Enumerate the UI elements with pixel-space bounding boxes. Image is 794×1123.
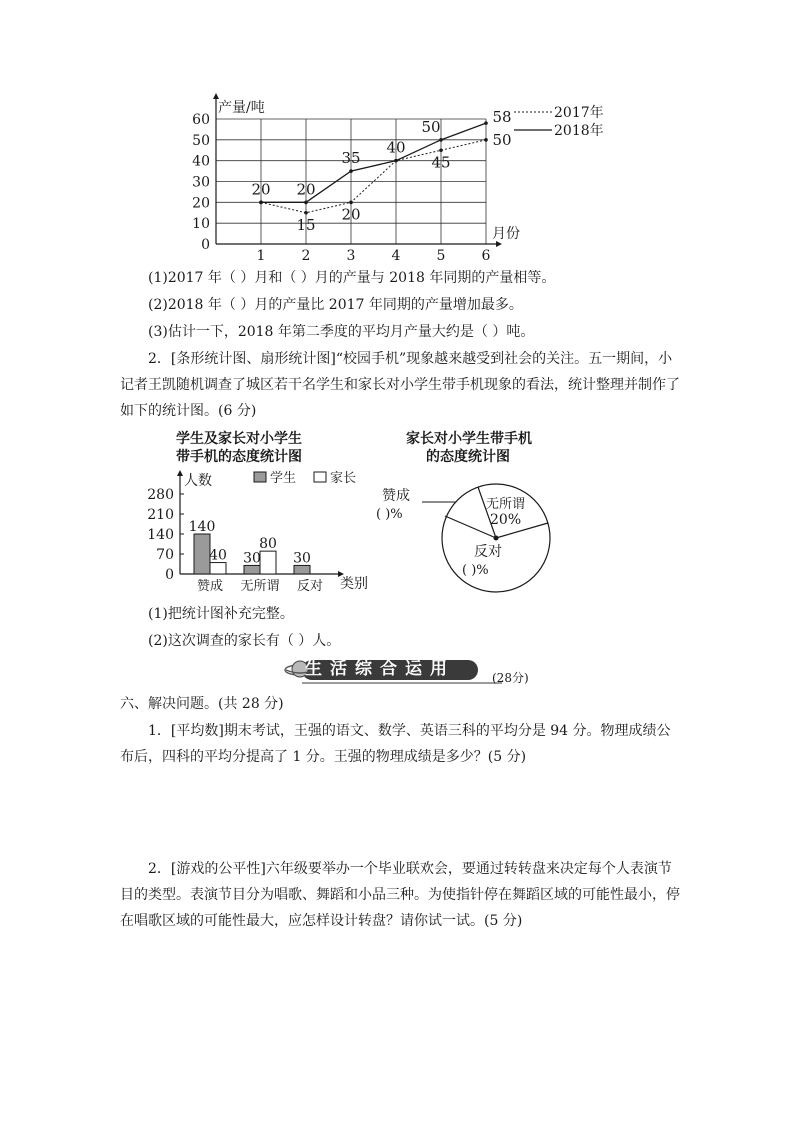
bar-value-label: 80 <box>259 536 277 553</box>
series-2018-data-label: 58 <box>492 108 512 127</box>
banner-title: 生活综合运用 <box>305 659 455 679</box>
bar-chart-title-line2: 带手机的态度统计图 <box>176 449 302 465</box>
bar-chart-categories <box>197 578 323 594</box>
legend-student-swatch <box>254 472 266 482</box>
bar-value-label: 40 <box>209 547 227 564</box>
line-chart-y-arrow <box>213 93 219 99</box>
pie-slice-oppose-label: 反对 <box>474 544 502 560</box>
line-chart-ytick: 20 <box>192 195 210 212</box>
bar-value-label: 140 <box>188 519 216 535</box>
line-chart-ytick: 0 <box>201 237 210 253</box>
line-chart-legend <box>514 104 604 139</box>
bar-chart-ytick: 210 <box>147 507 174 523</box>
q2-sub2: (2)这次调查的家长有（ ）人。 <box>148 633 341 649</box>
bar-value-label: 30 <box>293 550 311 567</box>
legend-student-label: 学生 <box>270 471 297 486</box>
series-2017-data-label: 45 <box>431 153 451 172</box>
series-2017-point <box>484 138 488 142</box>
line-chart-ticks <box>192 112 490 262</box>
q2-sub1: (1)把统计图补充完整。 <box>148 606 294 622</box>
series-2018-data-label: 50 <box>421 117 441 136</box>
legend-parent-swatch <box>314 472 326 482</box>
parent-attitude-pie-chart <box>370 428 570 598</box>
bar-chart-y-arrow <box>177 470 183 476</box>
section6-problem2: 2．[游戏的公平性]六年级要举办一个毕业联欢会，要通过转转盘来决定每个人表演节目的类型。表演节目分为唱歌、舞蹈和小品三种。为使指针停在舞蹈区域的可能性最小，停在唱歌区域的可能性最大，应怎样设计转盘？请你试一试。(5 分) <box>120 861 680 929</box>
q1-sub1: (1)2017 年（ ）月和（ ）月的产量与 2018 年同期的产量相等。 <box>148 270 556 286</box>
bar-chart-title-line1: 学生及家长对小学生 <box>176 431 302 447</box>
series-2017-point <box>439 148 443 152</box>
line-chart-ytick: 10 <box>192 216 210 233</box>
series-2017-data-label: 15 <box>296 215 316 234</box>
bar-student <box>194 534 210 574</box>
legend-2017-label: 2017年 <box>554 105 604 121</box>
line-chart-ytick: 30 <box>192 174 210 191</box>
pie-slice-oppose-blank: ( )% <box>462 563 489 578</box>
bar-parent <box>260 551 276 574</box>
pie-chart-title-line1: 家长对小学生带手机 <box>406 431 532 447</box>
series-2018-data-label: 35 <box>341 149 361 168</box>
series-2017-data-label: 20 <box>341 205 361 224</box>
bar-chart-ticks <box>147 487 184 583</box>
bar-student <box>244 565 260 574</box>
section6-problem1: 1．[平均数]期末考试，王强的语文、数学、英语三科的平均分是 94 分。物理成绩公布后，四科的平均分提高了 1 分。王强的物理成绩是多少？(5 分) <box>120 723 671 765</box>
line-chart-xtick: 1 <box>256 248 266 262</box>
line-chart-xtick: 4 <box>391 248 401 262</box>
series-2018-data-label: 20 <box>296 180 316 199</box>
line-chart-ytick: 40 <box>192 153 210 170</box>
series-2018-point <box>304 201 308 205</box>
bar-chart-xlabel: 类别 <box>340 576 368 592</box>
series-2018-point <box>349 169 353 173</box>
pie-slice-favor-label: 赞成 <box>382 488 410 504</box>
q1-sub2: (2)2018 年（ ）月的产量比 2017 年同期的产量增加最多。 <box>148 297 523 313</box>
series-2018-line <box>261 123 486 202</box>
production-line-chart <box>180 92 640 262</box>
bar-chart-ylabel: 人数 <box>184 473 212 489</box>
line-chart-ytick: 60 <box>192 112 210 128</box>
series-2018-point <box>484 121 488 125</box>
line-chart-xtick: 6 <box>481 248 491 262</box>
pie-center-dot <box>494 536 499 541</box>
line-chart-ylabel: 产量/吨 <box>218 100 265 116</box>
bar-value-label: 30 <box>243 550 261 567</box>
bar-chart-ytick: 0 <box>165 567 174 583</box>
series-2017-point <box>349 201 353 205</box>
bar-chart-ytick: 70 <box>156 547 174 563</box>
bar-chart-ytick: 280 <box>147 487 174 503</box>
line-chart-xlabel: 月份 <box>492 226 520 242</box>
series-2017-point <box>304 211 308 215</box>
pie-chart-title-line2: 的态度统计图 <box>426 449 510 465</box>
line-chart-xtick: 3 <box>346 248 356 262</box>
pie-slice-favor-blank: ( )% <box>376 507 403 522</box>
bar-chart-category: 反对 <box>296 579 324 594</box>
line-chart-xtick: 2 <box>301 248 311 262</box>
section6-heading: 六、解决问题。(共 28 分) <box>120 696 284 712</box>
legend-parent-label: 家长 <box>330 471 357 486</box>
series-2017-data-label: 50 <box>492 130 512 149</box>
series-2018-point <box>394 159 398 163</box>
bar-chart-ytick: 140 <box>147 527 174 543</box>
bar-chart-category: 赞成 <box>196 579 224 594</box>
line-chart-series <box>259 121 488 214</box>
series-2018-point <box>439 138 443 142</box>
line-chart-ytick: 50 <box>192 132 210 149</box>
line-chart-data-labels <box>251 108 511 234</box>
pie-slice-neutral-value: 20% <box>490 512 522 528</box>
bar-parent <box>210 563 226 574</box>
legend-2018-label: 2018年 <box>554 123 604 139</box>
attitude-bar-chart <box>140 428 380 598</box>
bar-student <box>294 565 310 574</box>
bar-chart-category: 无所谓 <box>240 579 280 594</box>
series-2018-point <box>259 201 263 205</box>
q1-sub3: (3)估计一下，2018 年第二季度的平均月产量大约是（ ）吨。 <box>148 324 535 340</box>
series-2018-data-label: 40 <box>386 138 406 157</box>
pie-slice-neutral-label: 无所谓 <box>486 497 526 512</box>
banner-score: (28分) <box>492 671 529 685</box>
series-2018-data-label: 20 <box>251 180 271 199</box>
q2-intro: 2．[条形统计图、扇形统计图]“校园手机”现象越来越受到社会的关注。五一期间，小记者王凯随机调查了城区若干名学生和家长对小学生带手机现象的看法，统计整理并制作了如下的统计图。(6 分) <box>120 351 680 419</box>
line-chart-xtick: 5 <box>436 248 446 262</box>
